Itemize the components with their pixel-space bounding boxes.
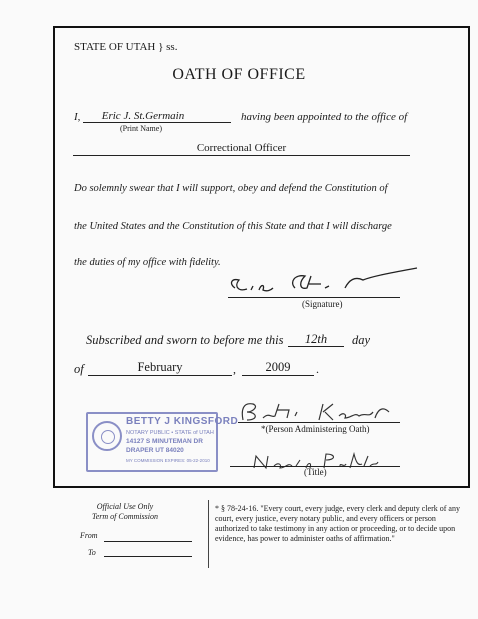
- stamp-line-3: DRAPER UT 84020: [126, 447, 184, 454]
- administering-line: [238, 422, 400, 423]
- stamp-line-1: NOTARY PUBLIC • STATE of UTAH: [126, 430, 214, 436]
- signature-caption: (Signature): [302, 299, 343, 309]
- name-underline: [83, 122, 231, 123]
- official-use-line-1: Official Use Only: [96, 502, 154, 511]
- comma: ,: [233, 362, 236, 376]
- day-label: day: [352, 333, 371, 347]
- month-underline: [88, 375, 232, 376]
- statute-text: * § 78-24-16. "Every court, every judge, every clerk and deputy clerk of any court, every justice, every notary public, and every officers or person authorized to take testimony in any action or proceeding, or to decide upon evidence, has power to administer oaths of affirmation.": [215, 504, 460, 543]
- period: .: [316, 362, 319, 376]
- title-caption: (Title): [304, 467, 327, 477]
- to-field[interactable]: [104, 556, 192, 557]
- notary-seal-icon: [92, 421, 122, 451]
- signature-line: [228, 297, 400, 298]
- from-field[interactable]: [104, 541, 192, 542]
- state-line: STATE OF UTAH } ss.: [74, 41, 178, 53]
- administering-caption: *(Person Administering Oath): [261, 424, 370, 434]
- year-underline: [242, 375, 314, 376]
- document-title: OATH OF OFFICE: [172, 66, 306, 83]
- oath-line-1: Do solemnly swear that I will support, obey and defend the Constitution of: [74, 183, 388, 194]
- stamp-line-4: MY COMMISSION EXPIRES: 05-22-2010: [126, 458, 210, 463]
- handwritten-signature: [225, 262, 420, 302]
- appointment-suffix: having been appointed to the office of: [241, 111, 408, 123]
- month-value: February: [137, 360, 183, 374]
- printed-name: Eric J. St.Germain: [101, 110, 185, 122]
- from-label: From: [80, 531, 98, 540]
- bottom-divider: [208, 500, 209, 568]
- notary-stamp: [86, 412, 239, 472]
- year-value: 2009: [265, 360, 291, 374]
- office-name: Correctional Officer: [196, 142, 287, 154]
- official-use-line-2: Term of Commission: [92, 512, 158, 521]
- sworn-text: Subscribed and sworn to before me this: [86, 333, 284, 347]
- oath-line-3: the duties of my office with fidelity.: [74, 257, 221, 268]
- official-use-heading: [60, 502, 190, 522]
- stamp-line-2: 14127 S MINUTEMAN DR: [126, 438, 203, 445]
- stamp-name: BETTY J KINGSFORD: [126, 416, 239, 427]
- day-value: 12th: [304, 332, 328, 346]
- office-underline: [73, 155, 410, 156]
- print-name-caption: (Print Name): [120, 124, 162, 133]
- of-label: of: [74, 362, 84, 376]
- oath-line-2: the United States and the Constitution of this State and that I will discharge: [74, 221, 392, 232]
- prefix-i: I,: [74, 111, 81, 123]
- to-label: To: [88, 548, 96, 557]
